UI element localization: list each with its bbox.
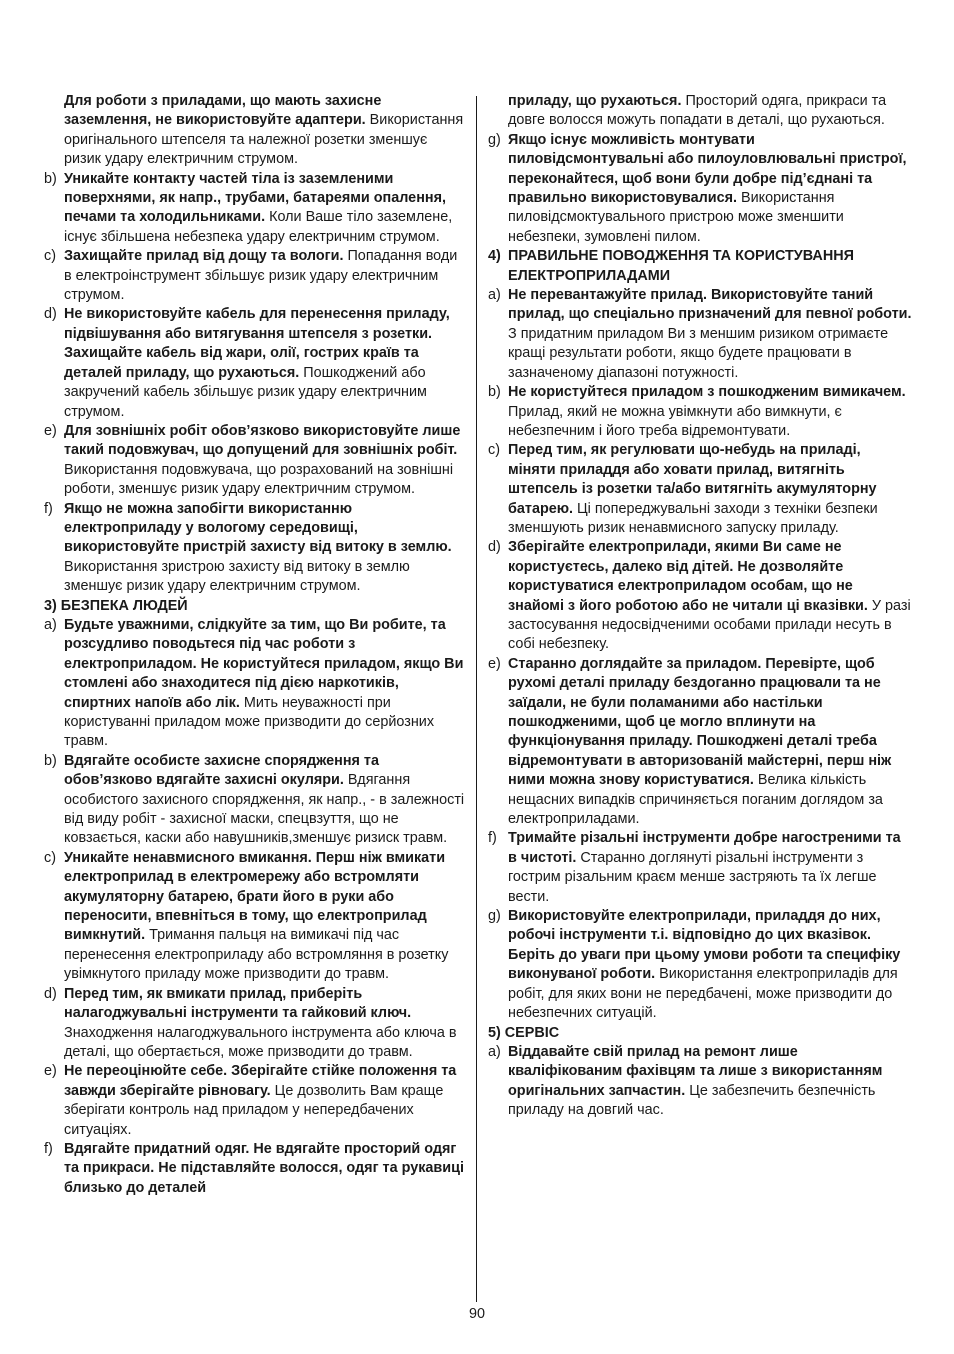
item-bold-text: Будьте уважними, слідкуйте за тим, що Ви робите, та розсудливо поводьтеся під час роботи з електроприладом. Не користуйтеся приладом, якщо Ви стомлені або знаходитеся під дією наркотиків, спиртних напоїв або лік. (64, 616, 464, 711)
item-text: Використання електроприладів для робіт, для яких вони не передбачені, може призводити до небезпечних ситуацій. (508, 966, 898, 1022)
item-bold-text: Віддавайте свій прилад на ремонт лише кваліфікованим фахівцям та лише з використанням оригінальних запчастин. (508, 1043, 883, 1099)
item-bold-text: Для зовнішніх робіт обов’язково використовуйте лише такий подовжувач, що допущений для зовнішніх робіт. (64, 422, 461, 459)
item-label: d) (488, 539, 501, 556)
item-label: b) (44, 752, 57, 769)
item-text: Старанно доглянуті різальні інструменти з гострим різальним краєм менше застряють та їх легше вести. (508, 849, 877, 905)
item-label: a) (44, 616, 57, 633)
list-item (488, 131, 912, 247)
right-column (488, 92, 912, 1121)
item-bold-text: Зберігайте електроприлади, якими Ви саме не користуєтесь, далеко від дітей. Не дозволяйте користуватися електроприладом особам, що не знайомі з його роботою або не читали ці вказівки. (508, 539, 868, 614)
list-item (44, 305, 468, 421)
item-bold-text: Перед тим, як регулювати що-небудь на приладі, міняти приладдя або ховати прилад, витягніть штепсель із розетки та/або витягніть акумуляторну батарею. (508, 442, 877, 517)
item-bold-text: Не використовуйте кабель для перенесення приладу, підвішування або витягування штепселя з розетки. Захищайте кабель від жари, олії, гострих країв та деталей приладу, що рухаються. (64, 306, 450, 381)
item-bold-text: Не перевантажуйте прилад. Використовуйте таний прилад, що спеціально призначений для певної роботи. (508, 287, 912, 323)
item-text: Використання оригінального штепселя та належної розетки зменшує ризик удару електричним струмом. (64, 112, 464, 168)
item-label: c) (44, 849, 56, 866)
item-bold-text: Якщо існує можливість монтувати пиловідсмонтувальні або пилоуловлювальні пристрої, переконайтеся, щоб вони були добре під’єднані та правильно використовувалися. (508, 131, 907, 207)
item-bold-text: Вдягайте придатний одяг. Не вдягайте просторий одяг та прикраси. Не підставляйте волосся, одяг та рукавиці близько до деталей (64, 1140, 464, 1196)
item-text: Використання зристрою захисту від витоку в землю зменшує ризик удару електричним струмом. (64, 558, 410, 595)
item-text: З придатним приладом Ви з меншим ризиком отримаєте кращі результати роботи, якщо будете працювати в зазначеному діапазоні потужності. (508, 325, 889, 381)
item-label: c) (44, 248, 56, 265)
item-text: Прилад, який не можна увімкнути або вимкнути, є небезпечним і його треба відремонтувати. (508, 403, 842, 439)
item-label: a) (488, 1043, 501, 1060)
item-bold-text: Використовуйте електроприлади, приладдя до них, робочі інструменти т.і. відповідно до цих вказівок. Беріть до уваги при цьому умови роботи та специфіку виконуваної роботи. (508, 908, 901, 983)
list-item (488, 383, 912, 441)
item-bold-text: Якщо не можна запобігти використанню електроприладу у вологому середовищі, використовуйте пристрій захисту від витоку в землю. (64, 500, 452, 556)
item-bold-text: Не користуйтеся приладом з пошкодженим вимикачем. (508, 384, 906, 401)
item-label: e) (44, 1063, 57, 1080)
item-label: a) (488, 287, 501, 304)
item-text: Попадання води в електроінструмент збільшує ризик удару електричним струмом. (64, 248, 458, 304)
list-item (44, 752, 468, 849)
item-text: Ці попереджувальні заходи з техніки безпеки зменшують ризик ненавмисного запуску приладу. (508, 500, 878, 536)
list-item (488, 286, 912, 383)
item-label: e) (44, 422, 57, 439)
item-label: d) (44, 985, 57, 1002)
item-label: e) (488, 655, 501, 672)
item-bold-text: Не переоцінюйте себе. Зберігайте стійке положення та завжди зберігайте рівновагу. (64, 1063, 457, 1099)
section-heading: 5) СЕРВІС (488, 1024, 560, 1041)
list-item (488, 1043, 912, 1121)
list-item (44, 422, 468, 500)
item-label: b) (488, 384, 501, 401)
item-text: Це забезпечить безпечність приладу на довгий час. (508, 1082, 876, 1119)
item-text: Мить неуважності при користуванні приладом може призводити до серйозних травм. (64, 694, 435, 750)
item-bold-text: Перед тим, як вмикати прилад, приберіть налагоджувальні інструменти та гайковий ключ. (64, 985, 412, 1022)
list-item (488, 907, 912, 1023)
list-item (44, 849, 468, 985)
list-item (488, 829, 912, 907)
item-text: Знаходження налагоджувального інструмента або ключа в деталі, що обертається, може призводити до травм. (64, 1024, 457, 1060)
item-bold-text: Уникайте ненавмисного вмикання. Перш ніж вмикати електроприлад в електромережу або встромляти акумуляторну батарею, брати його в руки або переносити, впевніться в тому, що електроприлад вимкнутий. (64, 849, 446, 944)
section-number: 4) (488, 248, 501, 265)
item-label: f) (44, 1140, 53, 1157)
item-text: Це дозволить Вам краще зберігати контроль над приладом у непередбачених ситуаціях. (64, 1082, 444, 1138)
item-bold-text: Для роботи з приладами, що мають захисне заземлення, не використовуйте адаптери. (64, 93, 382, 129)
list-item (44, 985, 468, 1063)
list-item (488, 538, 912, 654)
item-bold-text: Тримайте різальні інструменти добре нагостреними та в чистоті. (508, 830, 901, 866)
list-item (44, 1140, 468, 1198)
item-label: d) (44, 306, 57, 323)
section-heading-text: ПРАВИЛЬНЕ ПОВОДЖЕННЯ ТА КОРИСТУВАННЯ ЕЛЕКТРОПРИЛАДАМИ (508, 248, 854, 284)
item-text: Використання подовжувача, що розрахований на зовнішні роботи, зменшує ризик удару електричним струмом. (64, 461, 454, 498)
item-text: Коли Ваше тіло заземлене, існує збільшена небезпека удару електричним струмом. (64, 209, 453, 245)
list-item (44, 1062, 468, 1140)
item-text: Використання пиловідсмоктувального пристрою може зменшити небезпеки, зумовлені пилом. (508, 190, 844, 245)
item-bold-text: Уникайте контакту частей тіла із заземленими поверхнями, як напр., трубами, батареями опалення, печами та холодильниками. (64, 170, 446, 226)
list-item (488, 655, 912, 830)
page-number: 90 (468, 1306, 485, 1322)
list-item (44, 247, 468, 305)
item-text: Пошкоджений або закручений кабель збільшує ризик удару електричним струмом. (64, 364, 427, 420)
section-heading (488, 247, 912, 286)
item-bold-text: приладу, що рухаються. (508, 93, 682, 109)
item-label: f) (488, 830, 497, 847)
list-item (44, 500, 468, 597)
item-bold-text: Вдягайте особисте захисне спорядження та обов’язково вдягайте захисні окуляри. (64, 752, 379, 789)
section-heading: 3) БЕЗПЕКА ЛЮДЕЙ (44, 597, 188, 614)
item-label: b) (44, 170, 57, 187)
item-label: g) (488, 908, 501, 925)
item-text: Тримання пальця на вимикачі під час перенесення електроприладу або встромляння в розетку увімкнутого приладу може призводити до травм. (64, 927, 449, 983)
continued-paragraph (488, 92, 912, 131)
item-bold-text: Старанно доглядайте за приладом. Перевірте, щоб рухомі деталі приладу бездоганно працювали та не заїдали, не були поламаними або настільки пошкодженими, щоб це могло вплинути на функціонування приладу. Пошкоджені деталі треба відремонтувати в авторизованій майстерні, перш ніж ними можна знову користуватися. (508, 655, 892, 789)
item-label: g) (488, 131, 501, 148)
item-label: c) (488, 442, 500, 459)
item-text: Просторий одяга, прикраси та довге волосся можуть попадати в деталі, що рухаються. (508, 93, 887, 129)
item-label: f) (44, 500, 53, 517)
left-column (44, 92, 468, 1198)
list-item (44, 616, 468, 752)
item-text: У разі застосування недосвідченими особами прилади несуть в собі небезпеку. (508, 597, 911, 653)
column-divider (476, 96, 477, 1302)
item-text: Велика кількість нещасних випадків спричиняється поганим доглядом за електроприладами. (508, 772, 883, 828)
list-item (488, 441, 912, 538)
item-text: Вдягання особистого захисного спорядження, як напр., - в залежності від виду робіт - захисної маски, спецвзуття, що не ковзається, каски або навушників,зменшує ризиск травм. (64, 772, 465, 847)
list-item (44, 170, 468, 248)
item-bold-text: Захищайте прилад від дощу та вологи. (64, 248, 344, 265)
continued-paragraph (44, 92, 468, 170)
